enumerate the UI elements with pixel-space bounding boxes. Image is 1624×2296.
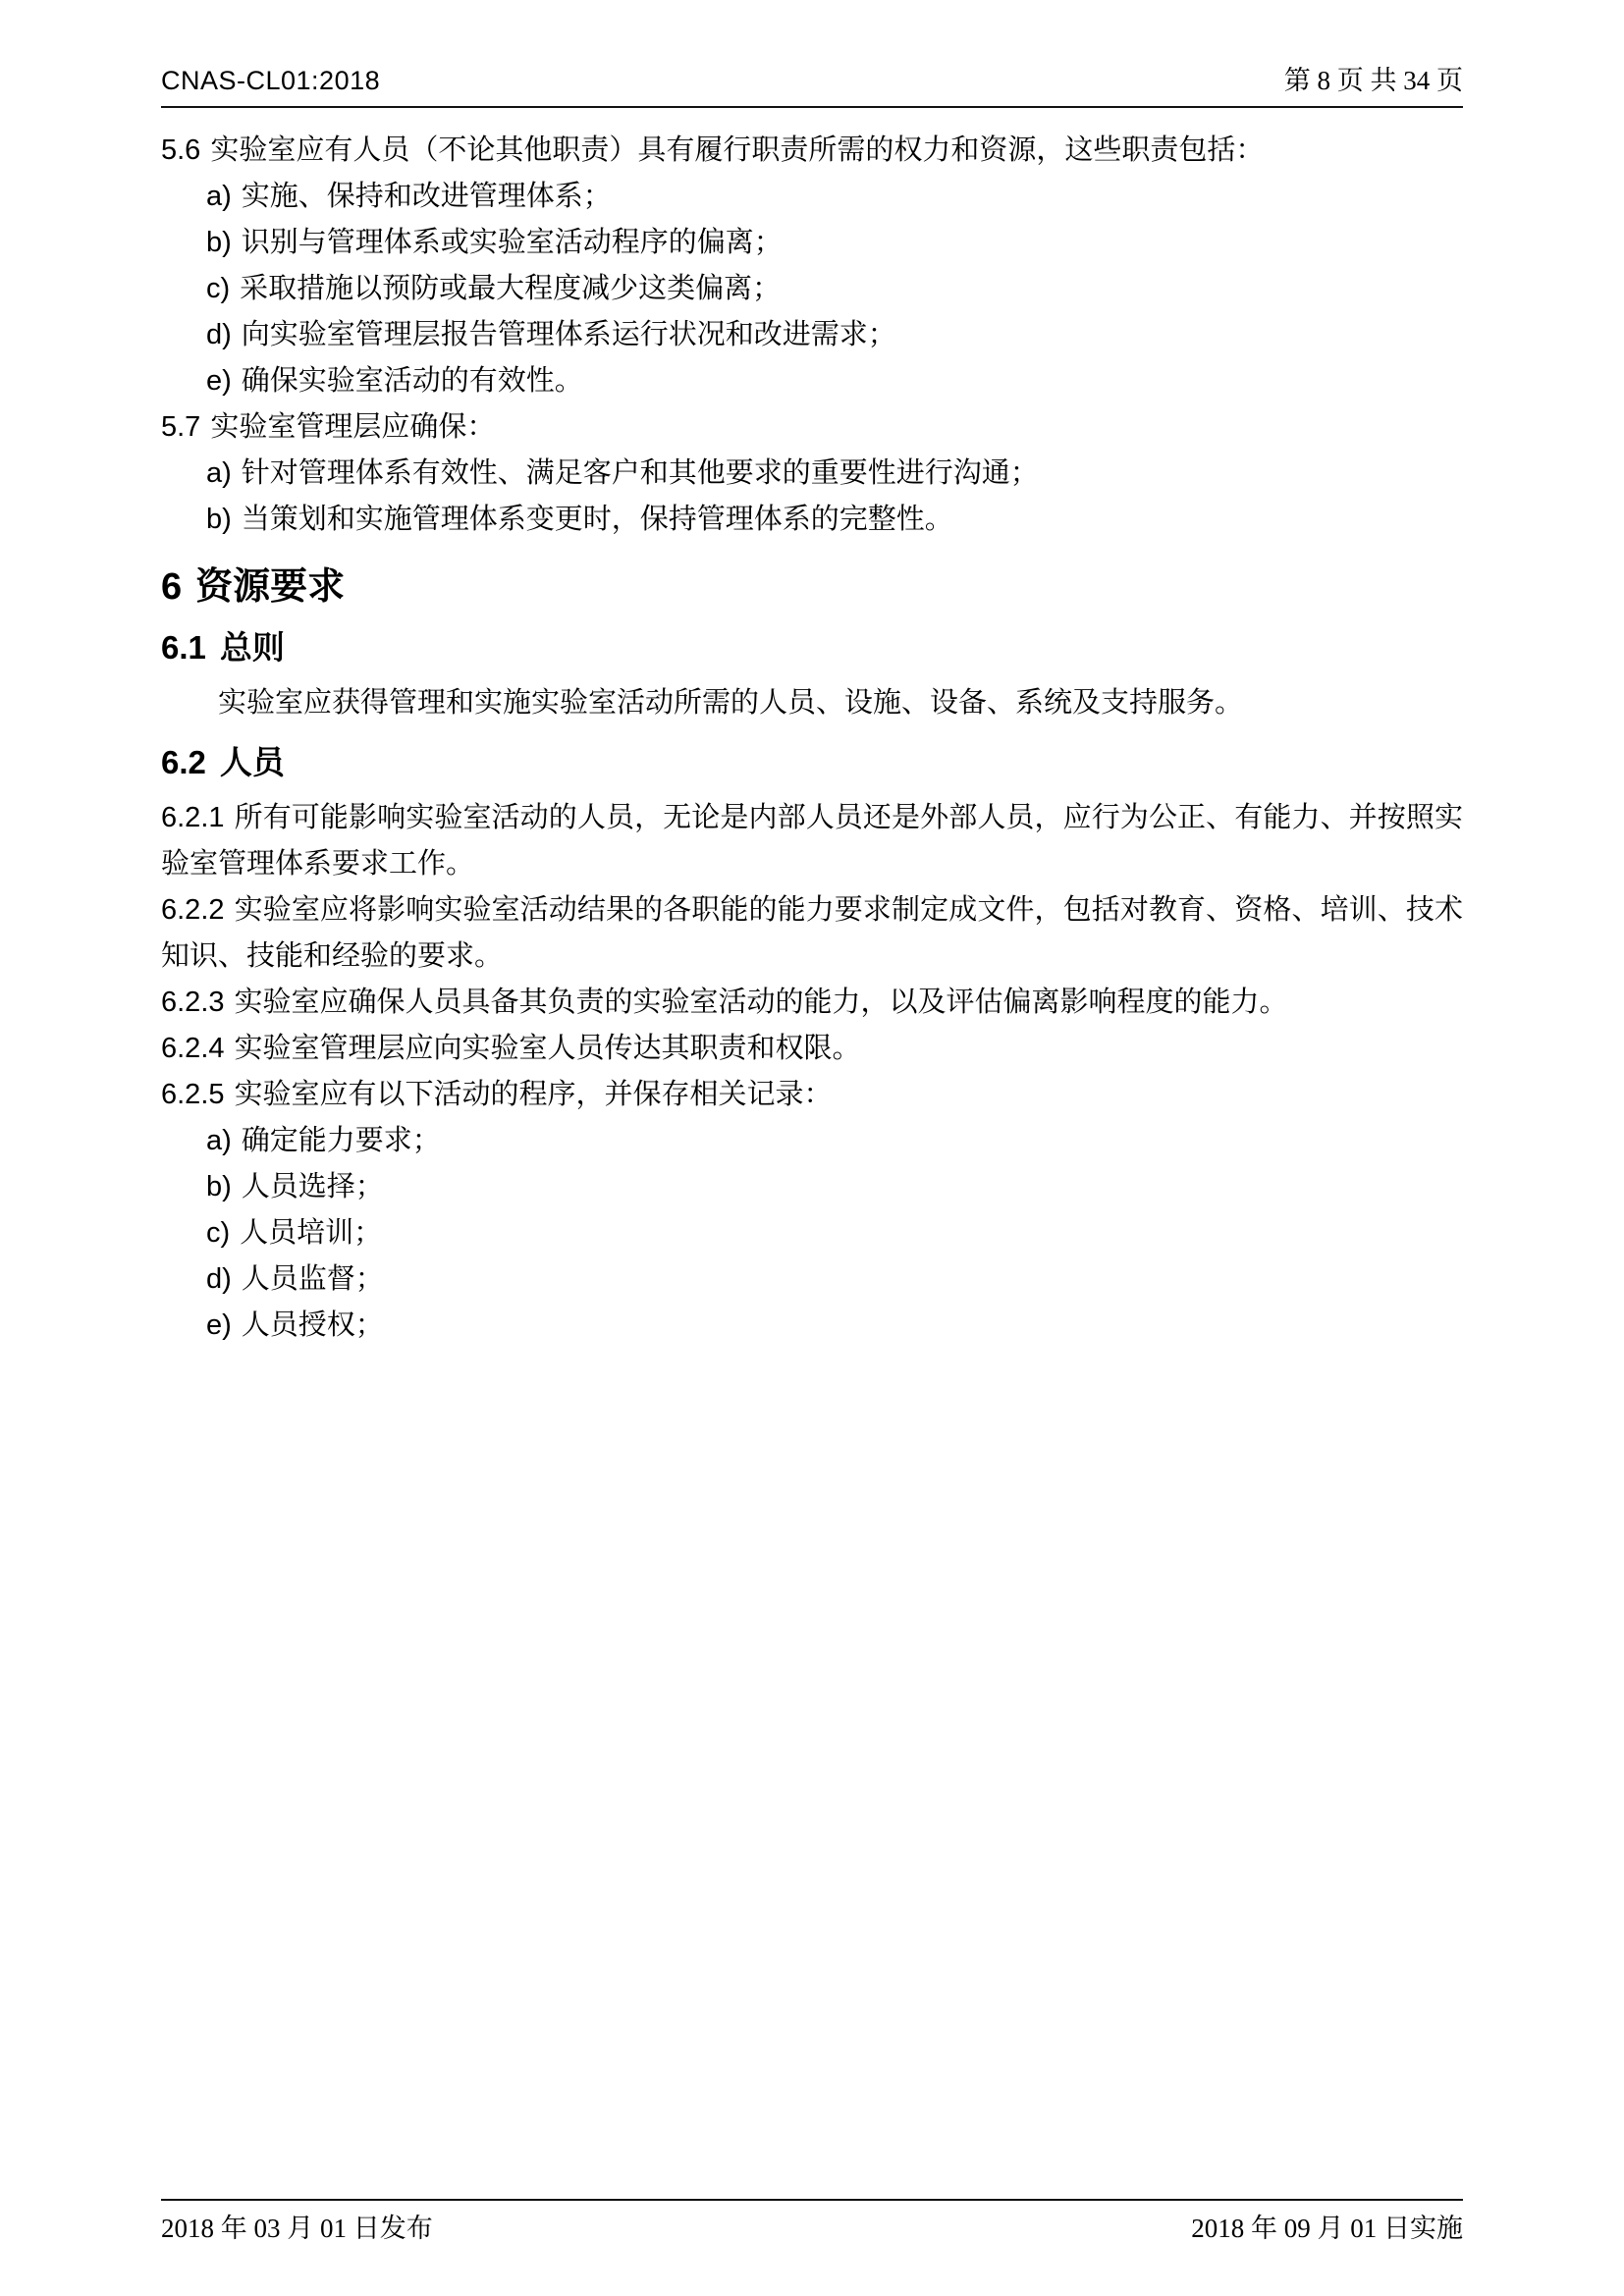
clause-text: 识别与管理体系或实验室活动程序的偏离； bbox=[241, 227, 783, 258]
clause-text: 采取措施以预防或最大程度减少这类偏离； bbox=[240, 273, 782, 304]
clause-text: 人员监督； bbox=[241, 1263, 384, 1295]
footer-implement-date: 2018 年 09 月 01 日实施 bbox=[1191, 2214, 1463, 2243]
clause-number: c) bbox=[206, 1217, 231, 1249]
list-item bbox=[161, 1210, 1463, 1256]
clause-text: 实施、保持和改进管理体系； bbox=[241, 181, 612, 212]
clause-text: 实验室管理层应向实验室人员传达其职责和权限。 bbox=[234, 1033, 861, 1064]
list-item bbox=[161, 1303, 1463, 1349]
clause-paragraph bbox=[161, 404, 1463, 451]
clause-paragraph bbox=[161, 1026, 1463, 1072]
clause-text: 实验室应确保人员具备其负责的实验室活动的能力，以及评估偏离影响程度的能力。 bbox=[234, 987, 1288, 1018]
section-heading bbox=[161, 740, 1463, 785]
list-item bbox=[161, 312, 1463, 358]
clause-text: 所有可能影响实验室活动的人员，无论是内部人员还是外部人员，应行为公正、有能力、并按照实验室管理体系要求工作。 bbox=[161, 802, 1463, 880]
clause-number: c) bbox=[206, 273, 231, 304]
list-item bbox=[161, 1164, 1463, 1210]
clause-text: 确定能力要求； bbox=[241, 1125, 441, 1156]
clause-number: e) bbox=[206, 1309, 232, 1341]
clause-paragraph bbox=[161, 795, 1463, 887]
list-item bbox=[161, 1118, 1463, 1164]
section-heading bbox=[161, 625, 1463, 670]
clause-text: 人员授权； bbox=[241, 1309, 384, 1341]
clause-number: b) bbox=[206, 227, 232, 258]
page-header bbox=[161, 65, 1463, 108]
clause-number: 6.2.1 bbox=[161, 802, 225, 833]
list-item bbox=[161, 220, 1463, 266]
clause-text: 总则 bbox=[219, 629, 285, 666]
clause-number: 5.6 bbox=[161, 134, 201, 166]
clause-paragraph bbox=[161, 128, 1463, 174]
clause-text: 当策划和实施管理体系变更时，保持管理体系的完整性。 bbox=[241, 504, 953, 535]
clause-number: e) bbox=[206, 365, 232, 397]
clause-text: 人员培训； bbox=[240, 1217, 383, 1249]
page-footer bbox=[161, 2199, 1463, 2244]
document-code: CNAS-CL01:2018 bbox=[161, 66, 381, 95]
page-number-info: 第 8 页 共 34 页 bbox=[1283, 66, 1463, 95]
clause-number: 6.2.2 bbox=[161, 894, 225, 926]
list-item bbox=[161, 451, 1463, 497]
clause-number: b) bbox=[206, 1171, 232, 1202]
list-item bbox=[161, 174, 1463, 220]
clause-number: a) bbox=[206, 457, 232, 489]
clause-paragraph bbox=[161, 887, 1463, 980]
clause-number: d) bbox=[206, 1263, 232, 1295]
clause-number: d) bbox=[206, 319, 232, 350]
clause-text: 资源要求 bbox=[195, 566, 346, 608]
clause-text: 实验室应有以下活动的程序，并保存相关记录： bbox=[234, 1079, 833, 1110]
clause-number: 6 bbox=[161, 566, 183, 608]
clause-text: 实验室应获得管理和实施实验室活动所需的人员、设施、设备、系统及支持服务。 bbox=[218, 687, 1244, 719]
clause-text: 实验室应将影响实验室活动结果的各职能的能力要求制定成文件，包括对教育、资格、培训、技术知识、技能和经验的要求。 bbox=[161, 894, 1463, 972]
clause-number: 6.2.5 bbox=[161, 1079, 225, 1110]
clause-number: 6.2.3 bbox=[161, 987, 225, 1018]
clause-number: a) bbox=[206, 181, 232, 212]
chapter-heading bbox=[161, 562, 1463, 612]
list-item bbox=[161, 497, 1463, 543]
list-item bbox=[161, 266, 1463, 312]
clause-number: 6.1 bbox=[161, 629, 206, 666]
clause-text: 人员 bbox=[219, 744, 285, 780]
clause-number: b) bbox=[206, 504, 232, 535]
list-item bbox=[161, 1256, 1463, 1303]
clause-text: 确保实验室活动的有效性。 bbox=[241, 365, 583, 397]
clause-number: 6.2.4 bbox=[161, 1033, 225, 1064]
body-paragraph bbox=[161, 680, 1463, 726]
clause-text: 人员选择； bbox=[241, 1171, 384, 1202]
clause-text: 针对管理体系有效性、满足客户和其他要求的重要性进行沟通； bbox=[241, 457, 1039, 489]
clause-text: 向实验室管理层报告管理体系运行状况和改进需求； bbox=[241, 319, 896, 350]
clause-paragraph bbox=[161, 1072, 1463, 1118]
clause-number: 6.2 bbox=[161, 744, 206, 780]
footer-publish-date: 2018 年 03 月 01 日发布 bbox=[161, 2214, 433, 2243]
list-item bbox=[161, 358, 1463, 404]
clause-number: a) bbox=[206, 1125, 232, 1156]
clause-text: 实验室管理层应确保： bbox=[210, 411, 496, 443]
clause-text: 实验室应有人员（不论其他职责）具有履行职责所需的权力和资源，这些职责包括： bbox=[210, 134, 1265, 166]
clause-number: 5.7 bbox=[161, 411, 201, 443]
clause-paragraph bbox=[161, 980, 1463, 1026]
document-body bbox=[161, 128, 1463, 1349]
